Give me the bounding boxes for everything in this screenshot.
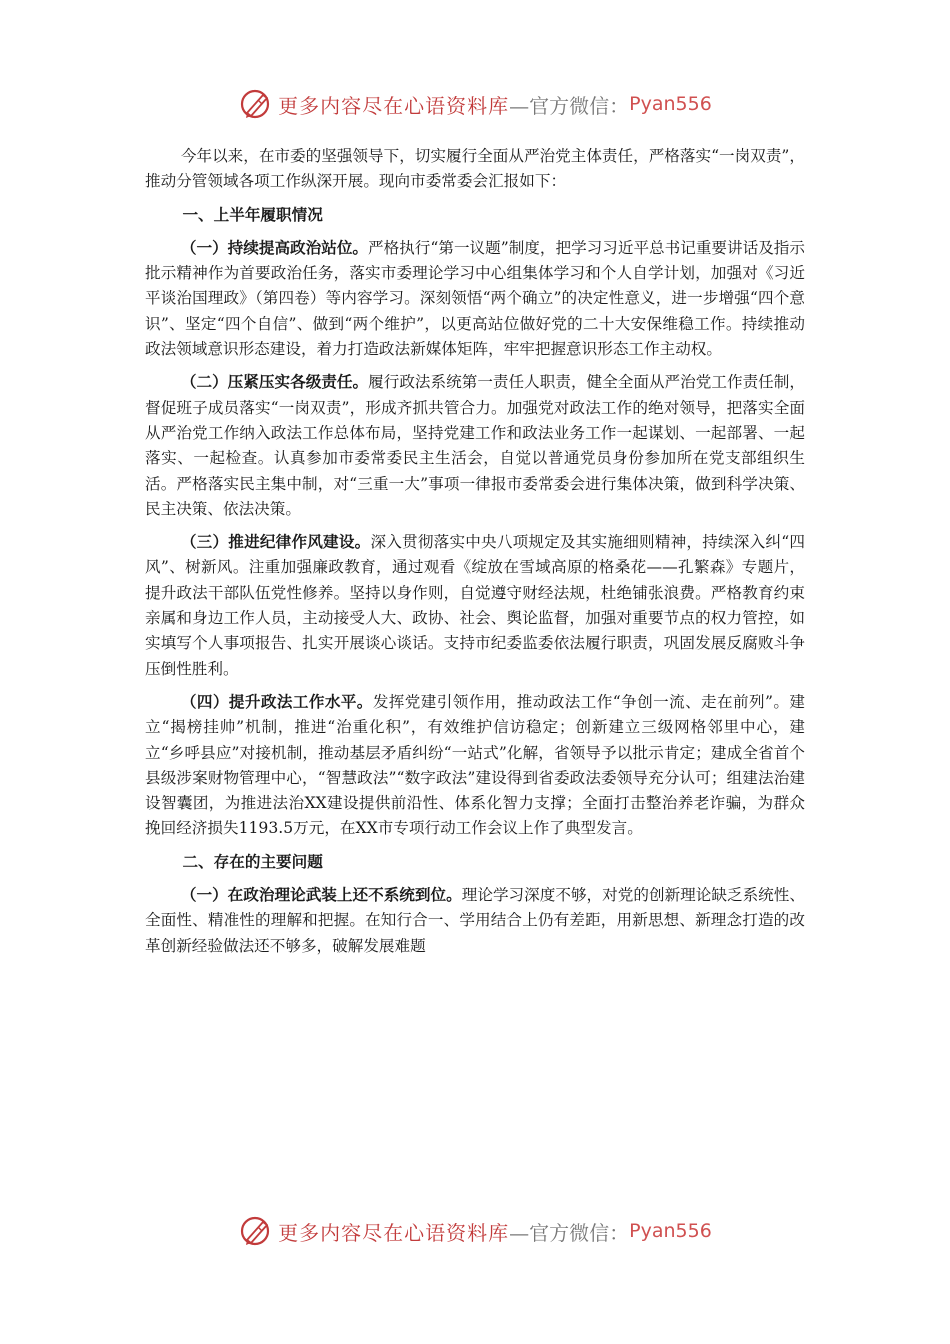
paragraph-s1-1	[145, 236, 805, 362]
paragraph-lead: （四）提升政法工作水平。	[180, 692, 373, 711]
paragraph-body: 发挥党建引领作用，推动政法工作“争创一流、走在前列”。建立“揭榜挂帅”机制，推进“治重化积”，有效维护信访稳定；创新建立三级网格邻里中心，建立“乡呼县应”对接机制，推动基层矛盾纠纷“一站式”化解，省领导予以批示肯定；建成全省首个县级涉案财物管理中心，“智慧政法”“数字政法”建设得到省委政法委领导充分认可；组建法治建设智囊团，为推进法治XX建设提供前沿性、体系化智力支撑；全面打击整治养老诈骗，为群众挽回经济损失1193.5万元，在XX市专项行动工作会议上作了典型发言。	[145, 692, 805, 838]
paragraph-lead: （二）压紧压实各级责任。	[180, 373, 369, 392]
paragraph-body: 理论学习深度不够，对党的创新理论缺乏系统性、全面性、精准性的理解和把握。在知行合一、学用结合上仍有差距，用新思想、新理念打造的改革创新经验做法还不够多，破解发展难题	[145, 886, 805, 955]
watermark-bottom	[0, 1211, 950, 1251]
pen-logo-icon	[238, 86, 274, 122]
intro-paragraph: 今年以来，在市委的坚强领导下，切实履行全面从严治党主体责任，严格落实“一岗双责”，推动分管领域各项工作纵深开展。现向市委常委会汇报如下：	[145, 147, 805, 191]
watermark-main-text: 更多内容尽在心语资料库	[278, 93, 510, 118]
paragraph-body: 严格执行“第一议题”制度，把学习习近平总书记重要讲话及指示批示精神作为首要政治任务，落实市委理论学习中心组集体学习和个人自学计划，加强对《习近平谈治国理政》（第四卷）等内容学习。深刻领悟“两个确立”的决定性意义，进一步增强“四个意识”、坚定“四个自信”、做到“两个维护”，以更高站位做好党的二十大安保维稳工作。持续推动政法领域意识形态建设，着力打造政法新媒体矩阵，牢牢把握意识形态工作主动权。	[145, 238, 805, 359]
pen-logo-icon	[238, 1213, 274, 1249]
section-heading-1: 一、上半年履职情况	[182, 205, 323, 224]
paragraph-s1-3	[145, 530, 805, 682]
paragraph-body: 深入贯彻落实中央八项规定及其实施细则精神，持续深入纠“四风”、树新风。注重加强廉政教育，通过观看《绽放在雪域高原的格桑花——孔繁森》专题片，提升政法干部队伍党性修养。坚持以身作则，自觉遵守财经法规，杜绝铺张浪费。严格教育约束亲属和身边工作人员，主动接受人大、政协、社会、舆论监督，加强对重要节点的权力管控，如实填写个人事项报告、扎实开展谈心谈话。支持市纪委监委依法履行职责，巩固发展反腐败斗争压倒性胜利。	[145, 533, 805, 678]
section-heading-2: 二、存在的主要问题	[182, 852, 323, 871]
paragraph-body: 履行政法系统第一责任人职责，健全全面从严治党工作责任制，督促班子成员落实“一岗双责”，形成齐抓共管合力。加强党对政法工作的绝对领导，把落实全面从严治党工作纳入政法工作总体布局，坚持党建工作和政法业务工作一起谋划、一起部署、一起落实、一起检查。认真参加市委常委民主生活会，自觉以普通党员身份参加所在党支部组织生活。严格落实民主集中制，对“三重一大”事项一律报市委常委会进行集体决策，做到科学决策、民主决策、依法决策。	[145, 373, 805, 518]
watermark-separator: —官方微信：	[509, 1220, 630, 1245]
document-body	[145, 144, 805, 959]
paragraph-lead: （一）在政治理论武装上还不系统到位。	[180, 886, 462, 905]
paragraph-s1-2	[145, 370, 805, 522]
watermark-wechat-id: Pyan556	[629, 1220, 712, 1242]
watermark-wechat-id: Pyan556	[629, 93, 712, 115]
paragraph-s2-1	[145, 883, 805, 959]
paragraph-lead: （三）推进纪律作风建设。	[180, 533, 371, 552]
watermark-top	[0, 84, 950, 124]
paragraph-lead: （一）持续提高政治站位。	[180, 238, 369, 257]
watermark-separator: —官方微信：	[509, 93, 630, 118]
paragraph-s1-4	[145, 690, 805, 842]
watermark-main-text: 更多内容尽在心语资料库	[278, 1220, 510, 1245]
